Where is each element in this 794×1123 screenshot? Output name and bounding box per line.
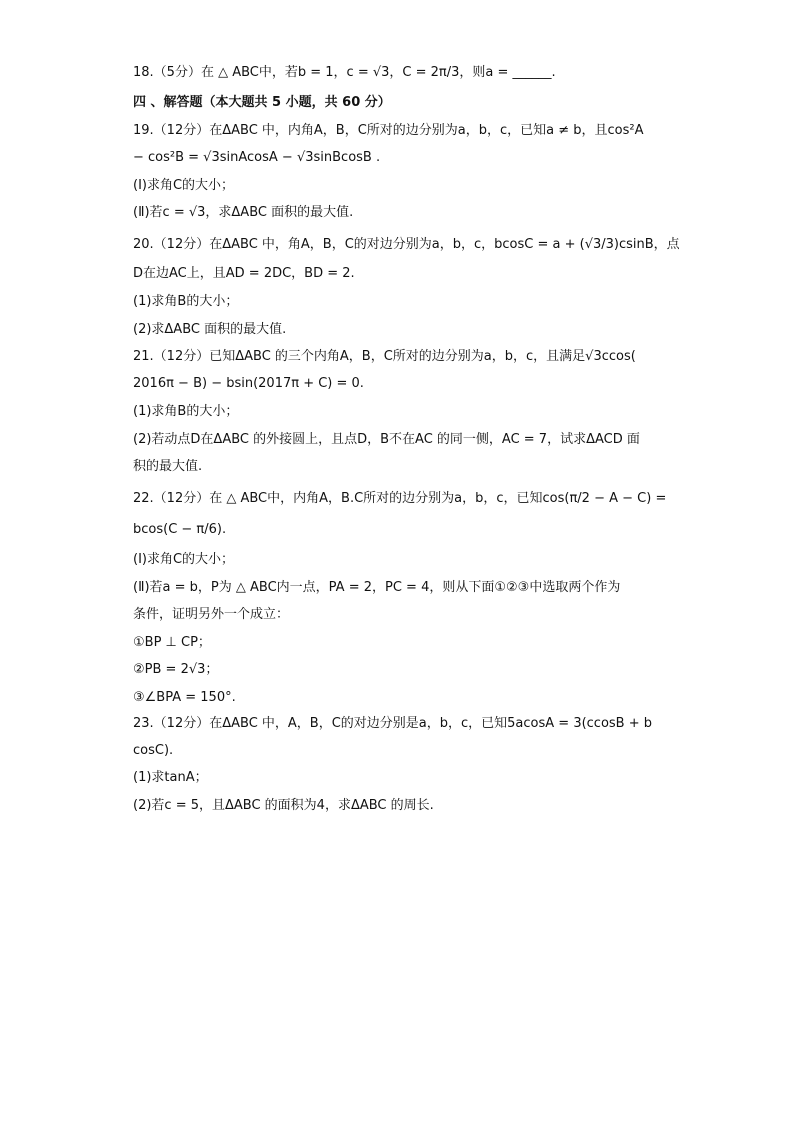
problem-20-line-1: 20.（12分）在ΔABC 中，角A，B，C的对边分别为a，b，c，bcosC = a + (√3/3)csinB，点: [133, 237, 680, 252]
problem-20-part-2: (2)求ΔABC 面积的最大值.: [133, 322, 287, 337]
problem-19-line-1: 19.（12分）在ΔABC 中，内角A，B，C所对的边分别为a，b，c，已知a ≠ b，且cos²A: [133, 123, 644, 138]
problem-23-part-1: (1)求tanA；: [133, 770, 208, 785]
problem-23-line-2: cosC).: [133, 743, 174, 758]
problem-22-part-2: (Ⅱ)若a = b，P为 △ ABC内一点，PA = 2，PC = 4，则从下面①②③中选取两个作为: [133, 580, 621, 595]
condition-2: ②PB = 2√3；: [133, 662, 219, 677]
condition-3: ③∠BPA = 150°.: [133, 690, 236, 705]
problem-23-line-1: 23.（12分）在ΔABC 中，A，B，C的对边分别是a，b，c，已知5acosA = 3(ccosB + b: [133, 716, 653, 731]
problem-21-line-1: 21.（12分）已知ΔABC 的三个内角A，B，C所对的边分别为a，b，c，且满足√3ccos(: [133, 349, 636, 364]
problem-21-part-1: (1)求角B的大小；: [133, 404, 239, 419]
problem-18: 18.（5分）在 △ ABC中，若b = 1，c = √3，C = 2π/3，则a = ______.: [133, 65, 556, 80]
problem-21-part-2: (2)若动点D在ΔABC 的外接圆上，且点D，B不在AC 的同一侧，AC = 7，试求ΔACD 面: [133, 432, 640, 447]
problem-22-part-2-cont: 条件，证明另外一个成立：: [133, 607, 290, 622]
problem-21-part-2-cont: 积的最大值.: [133, 459, 203, 474]
problem-20-part-1: (1)求角B的大小；: [133, 294, 239, 309]
problem-19-part-2: (Ⅱ)若c = √3，求ΔABC 面积的最大值.: [133, 205, 354, 220]
problem-22-part-1: (Ⅰ)求角C的大小；: [133, 552, 235, 567]
condition-1: ①BP ⊥ CP；: [133, 635, 211, 650]
problem-21-line-2: 2016π − B) − bsin(2017π + C) = 0.: [133, 376, 364, 391]
problem-20-line-2: D在边AC上，且AD = 2DC，BD = 2.: [133, 266, 355, 281]
problem-19-part-1: (Ⅰ)求角C的大小；: [133, 178, 235, 193]
problem-19-line-2: − cos²B = √3sinAcosA − √3sinBcosB .: [133, 150, 381, 165]
problem-22-line-2: bcos(C − π/6).: [133, 522, 227, 537]
problem-22-line-1: 22.（12分）在 △ ABC中，内角A，B.C所对的边分别为a，b，c，已知cos(π/2 − A − C) =: [133, 491, 667, 506]
problem-23-part-2: (2)若c = 5，且ΔABC 的面积为4，求ΔABC 的周长.: [133, 798, 434, 813]
section-heading: 四 、解答题（本大题共 5 小题，共 60 分）: [133, 95, 391, 110]
